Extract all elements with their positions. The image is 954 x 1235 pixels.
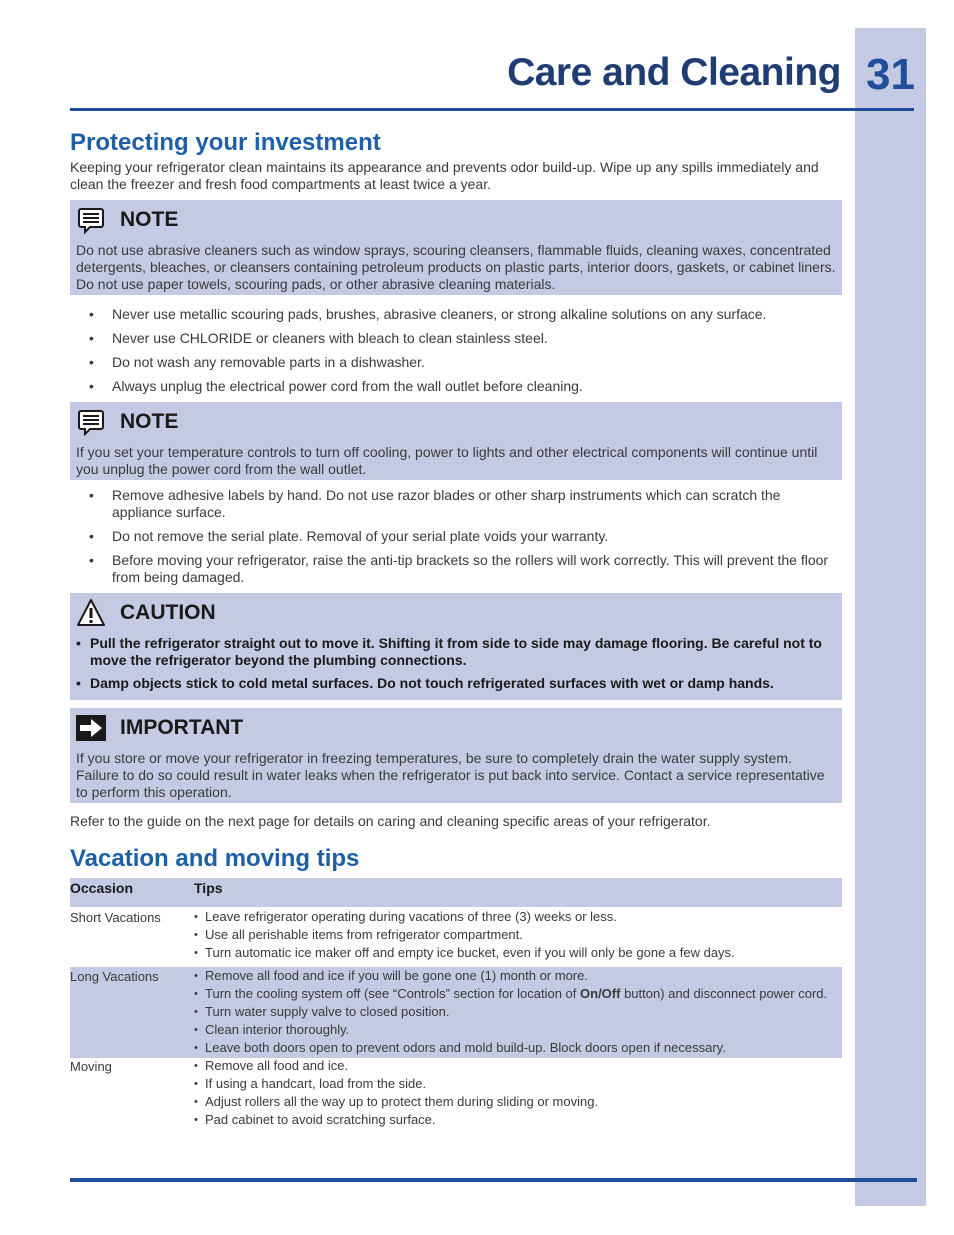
tip-item: • Remove all food and ice if you will be gone one (1) month or more. [194, 968, 842, 984]
important-box [70, 708, 842, 803]
tips-cell [194, 968, 842, 1058]
list-item: • Always unplug the electrical power cord from the wall outlet before cleaning. [70, 378, 842, 395]
caution-item: • Pull the refrigerator straight out to move it. Shifting it from side to side may damage flooring. Be careful not to move the refrigerator beyond the plumbing connections. [76, 635, 836, 669]
tip-item: • Remove all food and ice. [194, 1058, 842, 1074]
bullet-list-1 [70, 306, 842, 395]
tip-item: • Turn automatic ice maker off and empty ice bucket, even if you will only be gone a few days. [194, 945, 842, 961]
section-heading-vacation: Vacation and moving tips [70, 845, 360, 872]
warning-triangle-icon [76, 598, 106, 628]
arrow-right-icon [76, 713, 106, 743]
tips-cell [194, 909, 842, 963]
list-item: • Remove adhesive labels by hand. Do not use razor blades or other sharp instruments which can scratch the appliance surface. [70, 487, 842, 521]
important-label: IMPORTANT [120, 716, 244, 739]
tip-item: • Adjust rollers all the way up to protect them during sliding or moving. [194, 1094, 842, 1110]
note-box-1 [70, 200, 842, 295]
refer-paragraph: Refer to the guide on the next page for details on caring and cleaning specific areas of your refrigerator. [70, 813, 711, 829]
table-row [70, 967, 842, 1058]
tip-item: • Pad cabinet to avoid scratching surface. [194, 1112, 842, 1128]
caution-box [70, 593, 842, 700]
note-text: If you set your temperature controls to turn off cooling, power to lights and other electrical components will continue until you unplug the power cord from the wall outlet. [76, 444, 818, 477]
page-number: 31 [866, 50, 915, 99]
section-heading-protecting: Protecting your investment [70, 129, 381, 156]
page-sidebar-tab [855, 28, 926, 1206]
occasion-cell: Moving [70, 1059, 112, 1074]
header-occasion: Occasion [70, 880, 134, 896]
page-title: Care and Cleaning [507, 51, 841, 94]
list-item: • Do not wash any removable parts in a dishwasher. [70, 354, 842, 371]
list-item: • Do not remove the serial plate. Removal of your serial plate voids your warranty. [70, 528, 842, 545]
bottom-rule [70, 1178, 917, 1182]
list-item: • Before moving your refrigerator, raise the anti-tip brackets so the rollers will work correctly. This will prevent the floor from being damaged. [70, 552, 842, 586]
note-label: NOTE [120, 208, 179, 231]
occasion-cell: Long Vacations [70, 969, 159, 984]
tips-table [70, 878, 842, 1130]
tip-item: • If using a handcart, load from the side. [194, 1076, 842, 1092]
bullet-list-2 [70, 487, 842, 586]
caution-list [76, 635, 836, 692]
note-icon [76, 407, 106, 437]
table-row [70, 907, 842, 967]
list-item: • Never use metallic scouring pads, brushes, abrasive cleaners, or strong alkaline solutions on any surface. [70, 306, 842, 323]
tips-cell [194, 1058, 842, 1130]
caution-label: CAUTION [120, 601, 216, 624]
note-box-2 [70, 402, 842, 480]
tip-item: • Clean interior thoroughly. [194, 1022, 842, 1038]
tip-item: • Turn the cooling system off (see “Controls” section for location of On/Off button) and disconnect power cord. [194, 986, 842, 1002]
table-header-row [70, 878, 842, 907]
important-text: If you store or move your refrigerator in freezing temperatures, be sure to completely drain the water supply system. Failure to do so could result in water leaks when the refrigerator is put back into service. Contact a service representative to perform this operation. [76, 750, 825, 800]
tip-item: • Turn water supply valve to closed position. [194, 1004, 842, 1020]
note-text: Do not use abrasive cleaners such as window sprays, scouring cleansers, flammable fluids, cleaning waxes, concentrated detergents, bleaches, or cleansers containing petroleum products on plastic parts, interior doors, gaskets, or cabinet liners. Do not use paper towels, scouring pads, or other abrasive cleaning materials. [76, 242, 836, 292]
tip-item: • Use all perishable items from refrigerator compartment. [194, 927, 842, 943]
note-icon [76, 205, 106, 235]
caution-item: • Damp objects stick to cold metal surfaces. Do not touch refrigerated surfaces with wet or damp hands. [76, 675, 836, 692]
main-content [70, 128, 842, 1130]
top-rule [70, 108, 914, 111]
occasion-cell: Short Vacations [70, 910, 161, 925]
table-row [70, 1058, 842, 1130]
tip-item: • Leave refrigerator operating during vacations of three (3) weeks or less. [194, 909, 842, 925]
note-label: NOTE [120, 410, 179, 433]
list-item: • Never use CHLORIDE or cleaners with bleach to clean stainless steel. [70, 330, 842, 347]
header-tips: Tips [194, 880, 223, 896]
intro-paragraph: Keeping your refrigerator clean maintains its appearance and prevents odor build-up. Wipe up any spills immediately and clean the freezer and fresh food compartments at least twice a year. [70, 159, 819, 192]
tip-item: • Leave both doors open to prevent odors and mold build-up. Block doors open if necessary. [194, 1040, 842, 1056]
